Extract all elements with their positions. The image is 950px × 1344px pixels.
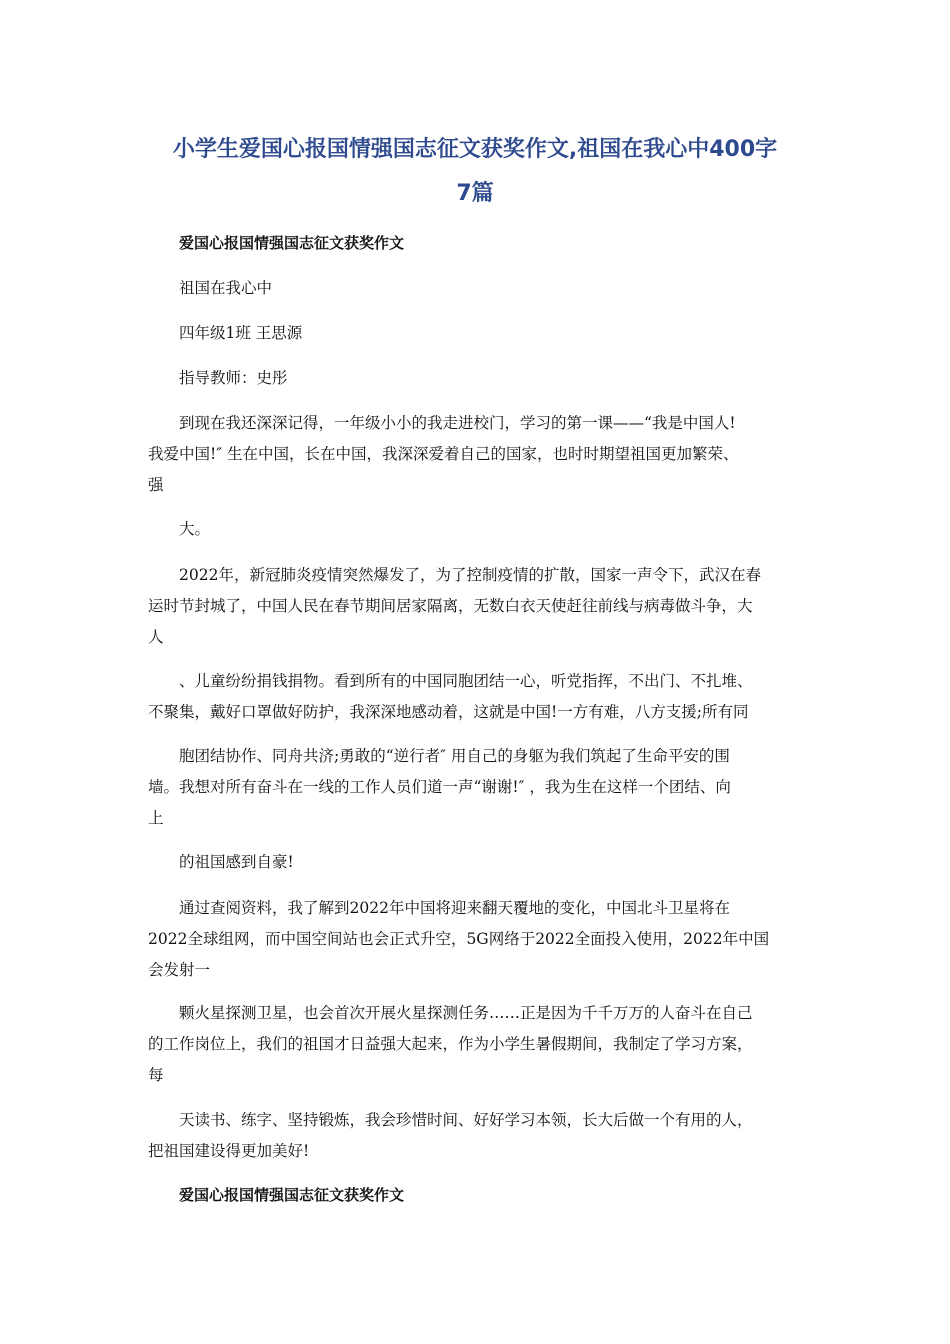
paragraph-line: 把祖国建设得更加美好! [148,1142,310,1160]
paragraph-1-end: 大。 [179,520,211,538]
paragraph-line: 通过查阅资料，我了解到2022年中国将迎来翻天覆地的变化，中国北斗卫星将在 [179,899,730,917]
paragraph-6 [148,998,808,1091]
paragraph-line: 运时节封城了，中国人民在春节期间居家隔离，无数白衣天使赶往前线与病毒做斗争，大 [148,597,753,615]
section-heading: 爱国心报国情强国志征文获奖作文 [179,234,405,252]
paragraph-7 [148,1105,808,1167]
essay-title: 祖国在我心中 [179,279,273,297]
paragraph-4-end: 的祖国感到自豪! [179,853,294,871]
paragraph-line: 、儿童纷纷捐钱捐物。看到所有的中国同胞团结一心，听党指挥，不出门、不扎堆、 [179,672,753,690]
paragraph-line: 2022年，新冠肺炎疫情突然爆发了，为了控制疫情的扩散，国家一声令下，武汉在春 [179,566,761,584]
title-line-2: 7篇 [456,181,494,206]
paragraph-line: 墙。我想对所有奋斗在一线的工作人员们道一声“谢谢!″ ，我为生在这样一个团结、向 [148,778,731,796]
paragraph-line: 胞团结协作、同舟共济;勇敢的“逆行者″ 用自己的身躯为我们筑起了生命平安的围 [179,747,730,765]
section-heading-2: 爱国心报国情强国志征文获奖作文 [179,1186,405,1204]
paragraph-line: 的工作岗位上，我们的祖国才日益强大起来，作为小学生暑假期间，我制定了学习方案， [148,1035,753,1053]
paragraph-line: 到现在我还深深记得，一年级小小的我走进校门，学习的第一课——“我是中国人! [179,414,736,432]
title-line-1: 小学生爱国心报国情强国志征文获奖作文,祖国在我心中400字 [172,137,778,162]
paragraph-line: 2022全球组网，而中国空间站也会正式升空，5G网络于2022全面投入使用，2022年中国 [148,930,770,948]
paragraph-line: 上 [148,809,164,827]
paragraph-line: 天读书、练字、坚持锻炼，我会珍惜时间、好好学习本领，长大后做一个有用的人， [179,1111,753,1129]
teacher-line: 指导教师：史彤 [179,369,288,387]
paragraph-4 [148,741,808,834]
document-title [120,128,830,216]
paragraph-2 [148,560,808,653]
paragraph-line: 我爱中国!″ 生在中国，长在中国，我深深爱着自己的国家，也时时期望祖国更加繁荣、 [148,445,739,463]
paragraph-line: 每 [148,1066,164,1084]
paragraph-line: 人 [148,628,164,646]
paragraph-5 [148,893,808,986]
author-line: 四年级1班 王思源 [179,324,303,342]
paragraph-1 [148,408,808,501]
paragraph-line: 不聚集，戴好口罩做好防护，我深深地感动着，这就是中国!一方有难，八方支援;所有同 [148,703,749,721]
paragraph-line: 颗火星探测卫星，也会首次开展火星探测任务……正是因为千千万万的人奋斗在自己 [179,1004,753,1022]
paragraph-line: 强 [148,476,164,494]
paragraph-3 [148,666,808,728]
paragraph-line: 会发射一 [148,961,211,979]
